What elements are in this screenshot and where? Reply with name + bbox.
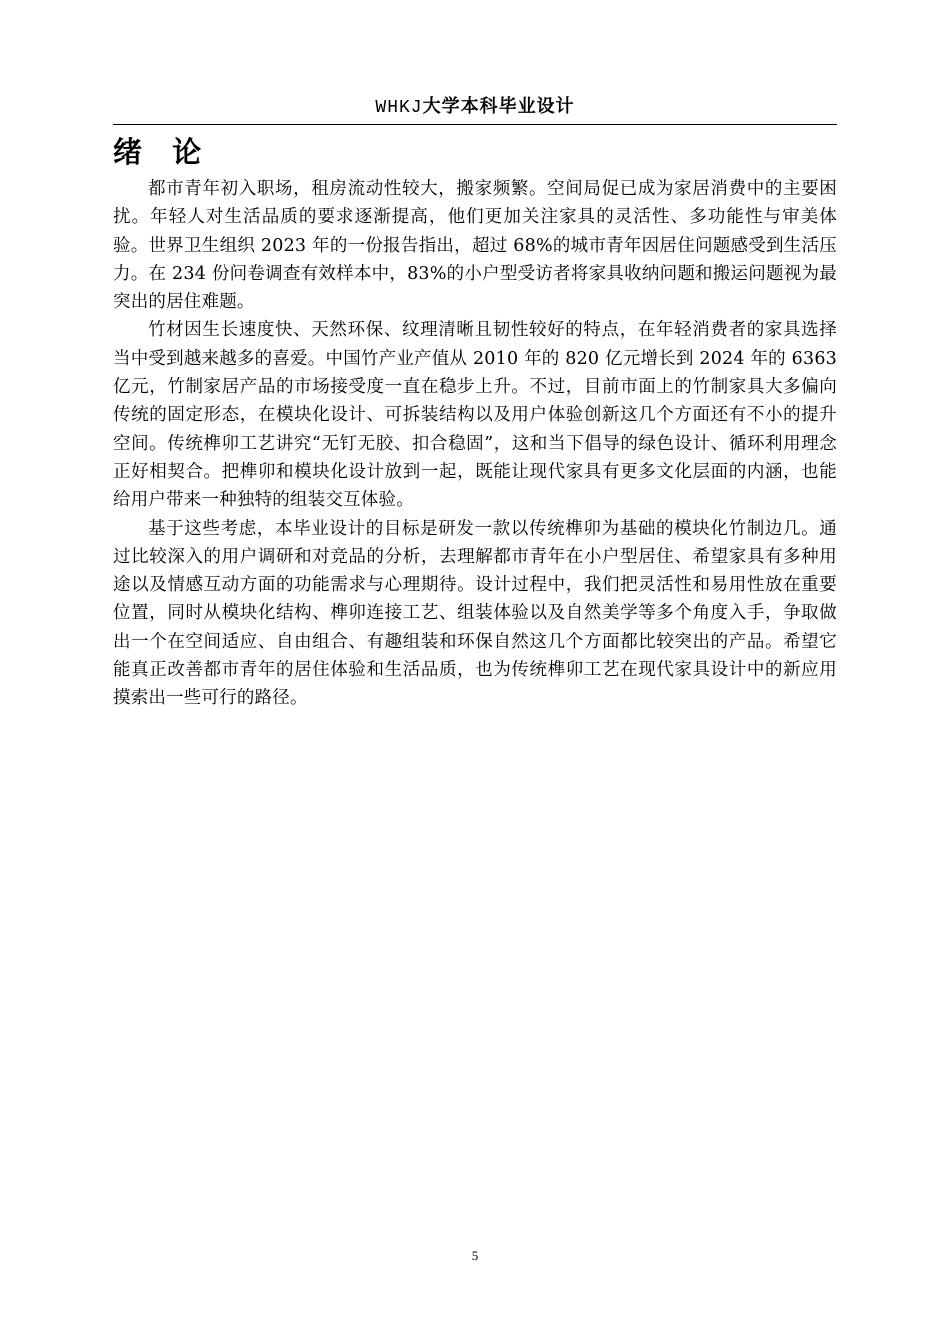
section-title: 绪 论 <box>113 135 212 169</box>
body-text <box>113 175 837 713</box>
header-institution-code: WHKJ <box>375 98 423 118</box>
paragraph-3: 基于这些考虑，本毕业设计的目标是研发一款以传统榫卯为基础的模块化竹制边几。通过比较深入的用户调研和对竞品的分析，去理解都市青年在小户型居住、希望家具有多种用途以及情感互动方面的功能需求与心理期待。设计过程中，我们把灵活性和易用性放在重要位置，同时从模块化结构、榫卯连接工艺、组装体验以及自然美学等多个角度入手，争取做出一个在空间适应、自由组合、有趣组装和环保自然这几个方面都比较突出的产品。希望它能真正改善都市青年的居住体验和生活品质，也为传统榫卯工艺在现代家具设计中的新应用摸索出一些可行的路径。 <box>113 518 837 709</box>
paragraph-1: 都市青年初入职场，租房流动性较大，搬家频繁。空间局促已成为家居消费中的主要困扰。年轻人对生活品质的要求逐渐提高，他们更加关注家具的灵活性、多功能性与审美体验。世界卫生组织 2023 年的一份报告指出，超过 68%的城市青年因居住问题感受到生活压力。在 234 份问卷调查有效样本中，83%的小户型受访者将家具收纳问题和搬运问题视为最突出的居住难题。 <box>113 179 837 313</box>
page-number: 5 <box>471 1248 479 1263</box>
header-title: 大学本科毕业设计 <box>422 96 575 117</box>
header-rule <box>113 124 837 125</box>
running-header <box>0 95 950 120</box>
paragraph-2: 竹材因生长速度快、天然环保、纹理清晰且韧性较好的特点，在年轻消费者的家具选择当中受到越来越多的喜爱。中国竹产业产值从 2010 年的 820 亿元增长到 2024 年的 6363 亿元，竹制家居产品的市场接受度一直在稳步上升。不过，目前市面上的竹制家具大多偏向传统的固定形态，在模块化设计、可拆装结构以及用户体验创新这几个方面还有不小的提升空间。传统榫卯工艺讲究“无钉无胶、扣合稳固”，这和当下倡导的绿色设计、循环利用理念正好相契合。把榫卯和模块化设计放到一起，既能让现代家具有更多文化层面的内涵，也能给用户带来一种独特的组装交互体验。 <box>113 320 837 511</box>
